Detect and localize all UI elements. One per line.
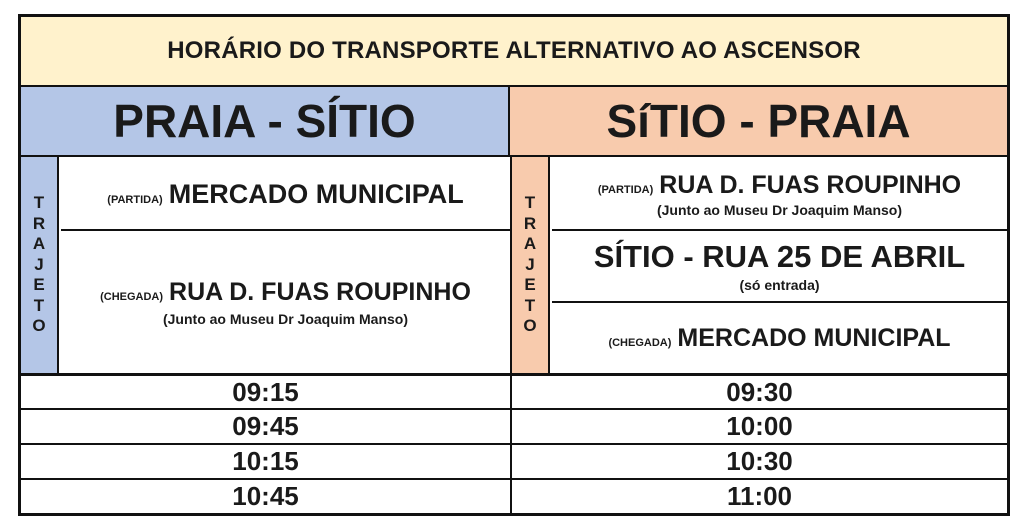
departure-time: 09:15: [232, 376, 299, 407]
right-stop-intermediate: [552, 231, 1007, 301]
schedule-title: HORÁRIO DO TRANSPORTE ALTERNATIVO AO ASCENSOR: [21, 17, 1007, 87]
trajeto-label-left: [21, 157, 59, 373]
stop-tag: (CHEGADA): [608, 336, 672, 349]
stop-tag: (PARTIDA): [597, 183, 654, 196]
stop-note: (Junto ao Museu Dr Joaquim Manso): [162, 310, 408, 327]
departure-time: 11:00: [726, 481, 793, 511]
stop-name: MERCADO MUNICIPAL: [168, 178, 464, 209]
departure-time: 10:30: [726, 446, 793, 476]
route-header-sitio-praia: SíTIO - PRAIA: [510, 87, 1007, 157]
trajeto-letter: A: [32, 234, 46, 254]
right-stop-departure: [552, 159, 1007, 229]
trajeto-letter: O: [523, 316, 537, 336]
trajeto-letter: T: [33, 193, 45, 213]
stop-name: RUA D. FUAS ROUPINHO: [659, 170, 962, 199]
trajeto-letter: J: [525, 254, 535, 274]
departure-time: 09:45: [232, 411, 299, 441]
trajeto-letter: T: [33, 295, 45, 315]
stop-name: RUA D. FUAS ROUPINHO: [169, 277, 471, 306]
departure-time: 10:15: [232, 446, 299, 476]
trajeto-letter: R: [523, 213, 537, 233]
trajeto-label-right: [512, 157, 550, 373]
stop-note: (só entrada): [739, 277, 820, 293]
stop-tag: (CHEGADA): [100, 290, 164, 303]
stop-tag: (PARTIDA): [107, 193, 163, 206]
stop-note: (Junto ao Museu Dr Joaquim Manso): [656, 201, 902, 218]
trajeto-letter: J: [34, 254, 44, 274]
trajeto-letter: R: [32, 213, 46, 233]
departure-time: 10:00: [726, 411, 793, 441]
departure-time: 09:30: [726, 376, 793, 407]
trajeto-letter: T: [524, 295, 536, 315]
trajeto-letter: T: [524, 193, 536, 213]
stop-name: MERCADO MUNICIPAL: [677, 323, 951, 352]
trajeto-letter: E: [524, 275, 536, 295]
left-stop-arrival: [61, 231, 510, 373]
right-stop-arrival: [552, 303, 1007, 373]
left-stop-departure: [61, 159, 510, 229]
stop-name: SÍTIO - RUA 25 DE ABRIL: [593, 239, 966, 274]
trajeto-letter: A: [523, 234, 537, 254]
route-header-praia-sitio: PRAIA - SÍTIO: [21, 87, 510, 157]
departure-time: 10:45: [232, 481, 299, 511]
trajeto-letter: E: [33, 275, 45, 295]
trajeto-letter: O: [32, 316, 46, 336]
